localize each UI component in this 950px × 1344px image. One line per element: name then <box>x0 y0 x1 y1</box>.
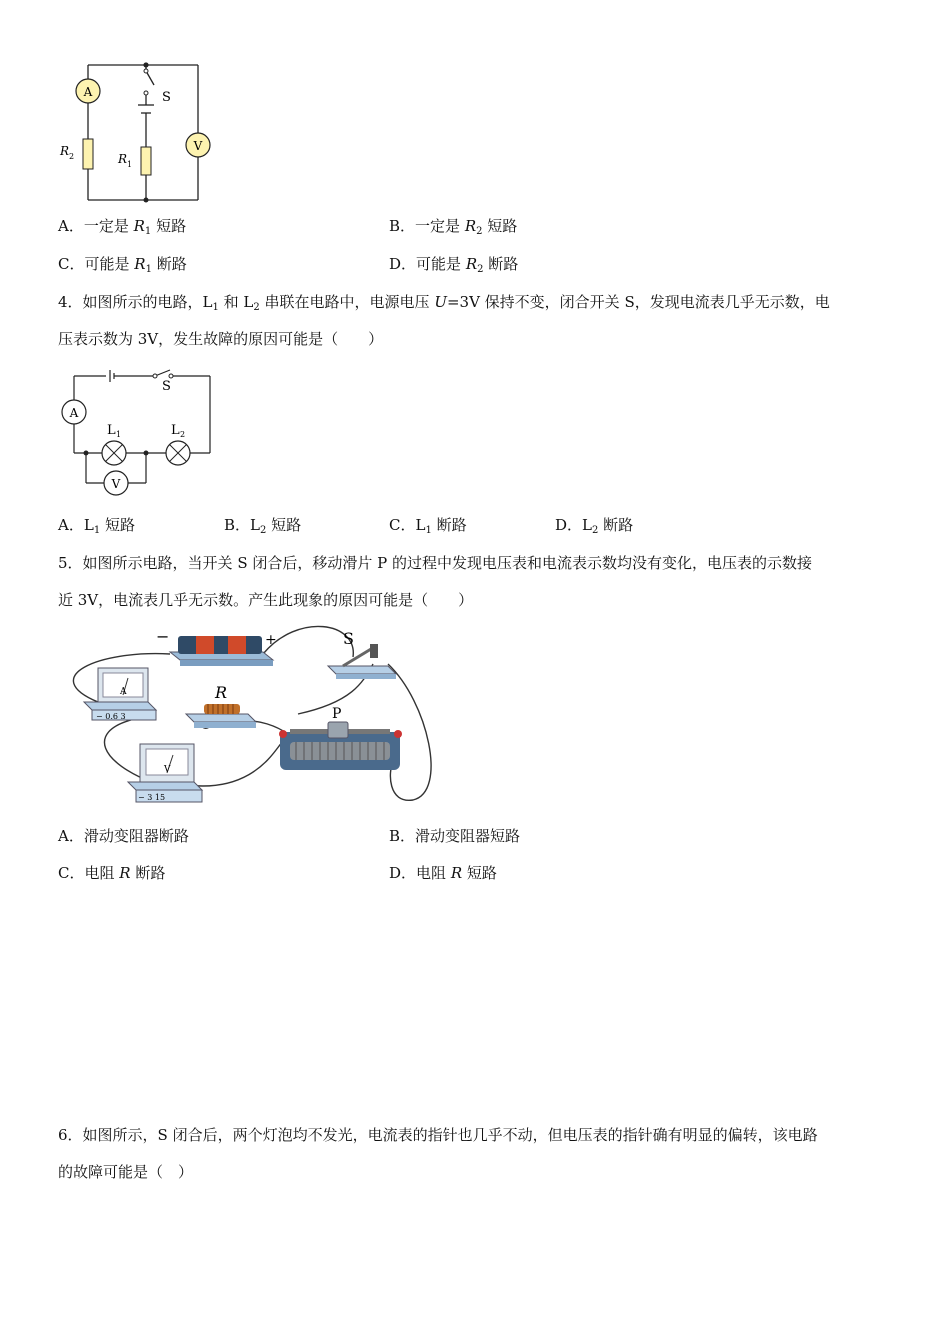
svg-text:S: S <box>162 379 171 394</box>
q4-question-line1: 4．如图所示的电路，$L_1$ 和 $L_2$ 串联在电路中，电源电压 U=3V 保持不变，闭合开关 S，发现电流表几乎无示数，电 <box>58 293 830 313</box>
svg-text:− 3 15: − 3 15 <box>138 793 166 802</box>
q4-option-c[interactable]: C．$L_1$ 断路 <box>389 516 467 536</box>
svg-text:P: P <box>332 706 342 722</box>
svg-text:−: − <box>156 627 170 646</box>
ammeter-icon <box>62 400 86 424</box>
svg-text:S: S <box>343 629 354 648</box>
svg-text:V: V <box>164 765 171 775</box>
svg-text:A: A <box>120 687 127 697</box>
switch-icon <box>328 644 396 679</box>
voltmeter-icon <box>104 471 128 495</box>
rheostat-icon <box>279 722 402 770</box>
physical-circuit-q5 <box>58 622 438 807</box>
resistor-r1 <box>141 147 151 175</box>
svg-text:− 0.6 3: − 0.6 3 <box>96 712 126 721</box>
svg-text:A: A <box>69 406 79 420</box>
svg-text:L: L <box>171 423 180 438</box>
q4-question-line2: 压表示数为 3V，发生故障的原因可能是（ ） <box>58 330 384 348</box>
lamp-l1-icon <box>102 441 126 465</box>
voltmeter-icon <box>186 133 210 157</box>
svg-text:V: V <box>193 139 203 153</box>
q5-option-a[interactable]: A．滑动变阻器断路 <box>58 827 189 845</box>
resistor-r2 <box>83 139 93 169</box>
svg-text:L: L <box>107 423 116 438</box>
circuit-diagram-q3 <box>58 55 228 210</box>
lamp-l2-icon <box>166 441 190 465</box>
ammeter-icon <box>76 79 100 103</box>
q4-option-b[interactable]: B．$L_2$ 短路 <box>224 516 302 536</box>
svg-text:S: S <box>162 90 171 105</box>
q3-option-b[interactable]: B．一定是 $R_2$ 短路 <box>389 217 518 237</box>
q5-question-line1: 5．如图所示电路，当开关 S 闭合后，移动滑片 P 的过程中发现电压表和电流表示数均没有变化，电压表的示数接 <box>58 554 812 572</box>
svg-text:R: R <box>60 144 70 158</box>
svg-text:+: + <box>265 632 277 648</box>
svg-text:2: 2 <box>69 152 75 161</box>
svg-text:R: R <box>118 152 128 166</box>
svg-text:V: V <box>111 477 121 491</box>
q4-option-d[interactable]: D．$L_2$ 断路 <box>555 516 634 536</box>
q6-question-line2: 的故障可能是（ ） <box>58 1163 194 1181</box>
q3-option-c[interactable]: C．可能是 $R_1$ 断路 <box>58 255 187 275</box>
q3-option-d[interactable]: D．可能是 $R_2$ 断路 <box>389 255 519 275</box>
q3-option-a[interactable]: A．一定是 $R_1$ 短路 <box>58 217 187 237</box>
circuit-diagram-q4 <box>58 362 218 497</box>
q6-question-line1: 6．如图所示，S 闭合后，两个灯泡均不发光，电流表的指针也几乎不动，但电压表的指针确有明显的偏转，该电路 <box>58 1126 818 1144</box>
svg-text:A: A <box>83 85 93 99</box>
battery-icon <box>170 636 273 666</box>
svg-text:2: 2 <box>180 430 186 439</box>
svg-text:1: 1 <box>127 160 133 169</box>
q5-option-c[interactable]: C．电阻 R 断路 <box>58 864 166 882</box>
q4-option-a[interactable]: A．$L_1$ 短路 <box>58 516 135 536</box>
q5-option-b[interactable]: B．滑动变阻器短路 <box>389 827 521 845</box>
svg-text:R: R <box>215 683 228 702</box>
q5-option-d[interactable]: D．电阻 R 短路 <box>389 864 497 882</box>
svg-text:1: 1 <box>116 430 122 439</box>
resistor-icon <box>186 704 256 728</box>
q5-question-line2: 近 3V，电流表几乎无示数。产生此现象的原因可能是（ ） <box>58 591 474 609</box>
